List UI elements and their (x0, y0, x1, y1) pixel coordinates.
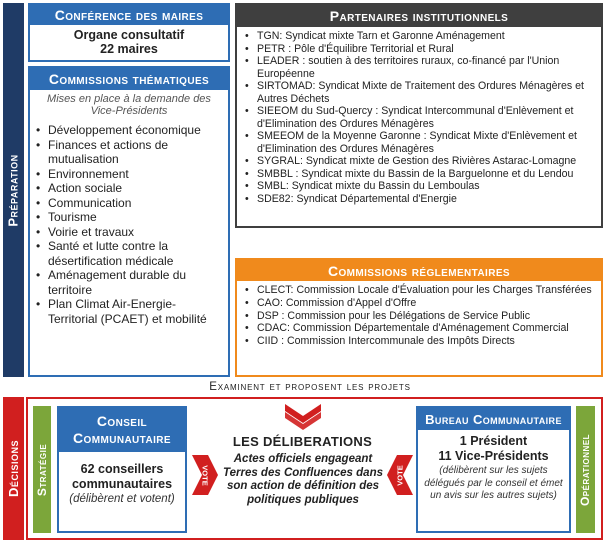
list-item: • SDE82: Syndicat Départemental d'Energie (245, 193, 597, 206)
list-item: • Communication (36, 196, 222, 211)
conseil-line2: (délibèrent et votent) (69, 493, 175, 505)
preparation-label: Préparation (6, 153, 21, 227)
commissions-thematiques-subtitle: Mises en place à la demande des Vice-Présidents (47, 93, 211, 117)
partenaires-box (235, 3, 603, 228)
list-item: • SYGRAL: Syndicat mixte de Gestion des Rivières Astarac-Lomagne (245, 155, 597, 168)
list-item: • Tourisme (36, 210, 222, 225)
down-chevrons-icon (283, 402, 323, 430)
commissions-thematiques-list (30, 121, 228, 326)
list-item: • SMBBL : Syndicat mixte du Bassin de la Barguelonne et du Lendou (245, 168, 597, 181)
operationnel-label: Opérationnel (578, 433, 593, 506)
deliberations-title: LES DÉLIBERATIONS (232, 434, 373, 449)
list-item: • CLECT: Commission Locale d'Évaluation pour les Charges Transférées (245, 284, 597, 297)
commissions-reglementaires-list (237, 281, 601, 348)
commissions-thematiques-title: Commissions thématiques (30, 68, 228, 90)
conference-line1: Organe consultatif (73, 28, 185, 42)
list-item: • SMEEOM de la Moyenne Garonne : Syndicat Mixte d'Enlèvement et d'Elimination des Ordures Ménagères (245, 130, 597, 155)
conference-line2: 22 maires (100, 42, 158, 56)
vote-right-label (387, 455, 413, 495)
examinent-label: Examinent et proposent les projets (209, 381, 411, 393)
conseil-line1: 62 conseillers communautaires (71, 462, 173, 491)
conseil-title: Conseil Communautaire (59, 408, 185, 452)
preparation-bar (3, 3, 24, 377)
list-item: • Environnement (36, 167, 222, 182)
conseil-box (57, 406, 187, 533)
list-item: • CDAC: Commission Départementale d'Aménagement Commercial (245, 322, 597, 335)
commissions-reglementaires-box (235, 258, 603, 377)
list-item: • TGN: Syndicat mixte Tarn et Garonne Aménagement (245, 30, 597, 43)
strategie-bar (33, 406, 51, 533)
bureau-title: Bureau Communautaire (418, 408, 569, 430)
bureau-line2: 11 Vice-Présidents (438, 449, 549, 463)
list-item: • Plan Climat Air-Energie-Territorial (PCAET) et mobilité (36, 297, 222, 326)
list-item: • Action sociale (36, 181, 222, 196)
operationnel-bar (576, 406, 595, 533)
list-item: • Aménagement durable du territoire (36, 268, 222, 297)
list-item: • LEADER : soutien à des territoires ruraux, co-financé par l'Union Européenne (245, 55, 597, 80)
partenaires-list (237, 27, 601, 205)
deliberations-text: Actes officiels engageant Terres des Confluences dans son action de définition des politiques publiques (223, 453, 383, 506)
decisions-label: Décisions (6, 440, 21, 497)
vote-left-label (192, 455, 218, 495)
list-item: • CIID : Commission Intercommunale des Impôts Directs (245, 335, 597, 348)
conference-box (28, 3, 230, 62)
list-item: • PETR : Pôle d'Équilibre Territorial et Rural (245, 43, 597, 56)
vote-left-text: VOTE (200, 464, 210, 486)
list-item: • CAO: Commission d'Appel d'Offre (245, 297, 597, 310)
partenaires-title: Partenaires institutionnels (237, 5, 601, 27)
list-item: • Finances et actions de mutualisation (36, 138, 222, 167)
bureau-line3: (délibèrent sur les sujets délégués par le conseil et émet un avis sur les autres sujets) (424, 465, 563, 501)
commissions-reglementaires-title: Commissions réglementaires (237, 260, 601, 281)
list-item: • SIEEOM du Sud-Quercy : Syndicat Intercommunal d'Enlèvement et d'Elimination des Ordures Ménagères (245, 105, 597, 130)
list-item: • SIRTOMAD: Syndicat Mixte de Traitement des Ordures Ménagères et Autres Déchets (245, 80, 597, 105)
list-item: • Voirie et travaux (36, 225, 222, 240)
list-item: • Développement économique (36, 123, 222, 138)
list-item: • SMBL: Syndicat mixte du Bassin du Lemboulas (245, 180, 597, 193)
list-item: • DSP : Commission pour les Délégations de Service Public (245, 310, 597, 323)
vote-right-text: VOTE (395, 464, 405, 486)
conference-title: Conférence des maires (30, 5, 228, 25)
bureau-line1: 1 Président (459, 434, 528, 448)
strategie-label: Stratégie (35, 443, 50, 496)
list-item: • Santé et lutte contre la désertification médicale (36, 239, 222, 268)
decisions-bar (3, 397, 24, 540)
bureau-box (416, 406, 571, 533)
commissions-thematiques-box (28, 66, 230, 377)
